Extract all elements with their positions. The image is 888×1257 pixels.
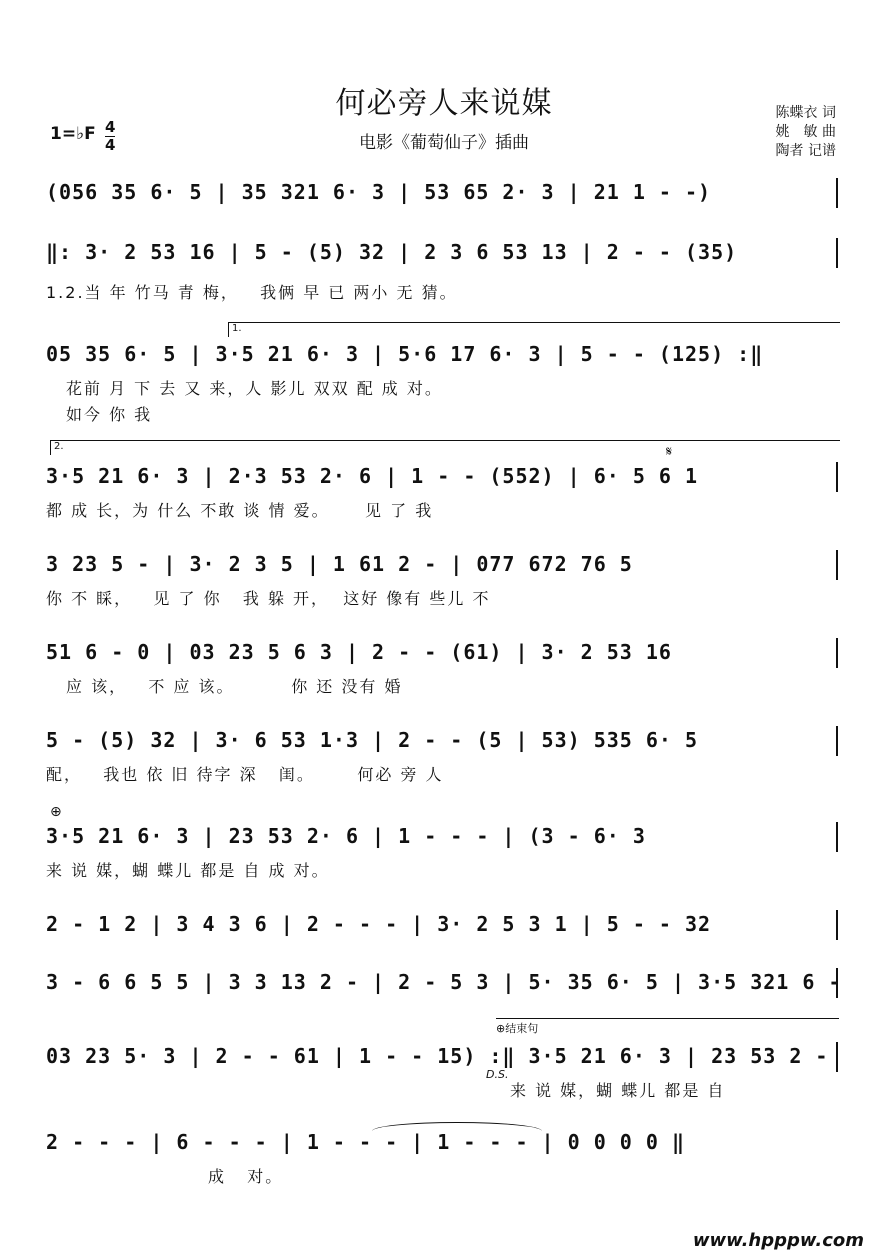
- lyric-row-3: 花前 月 下 去 又 来，人 影儿 双双 配 成 对。: [66, 379, 443, 398]
- notation-row-12: 2 - - - | 6 - - - | 1 - - - | 1 - - - | 0 0 0 0 ‖: [46, 1130, 686, 1154]
- barline: [836, 462, 838, 492]
- lyric-row-4: 都 成 长，为 什么 不敢 谈 情 爱。 见 了 我: [46, 501, 434, 520]
- lyric-row-5: 你 不 睬， 见 了 你 我 躲 开， 这好 像有 些儿 不: [46, 589, 491, 608]
- credits: [776, 104, 836, 161]
- lyric-row-6: 应 该， 不 应 该。 你 还 没有 婚: [66, 677, 403, 696]
- dal-segno-mark: D.S.: [486, 1068, 509, 1081]
- notation-row-1: (056 35 6· 5 | 35 321 6· 3 | 53 65 2· 3 | 21 1 - -): [46, 180, 712, 204]
- lyric-row-3-verse-2: 如今 你 我: [66, 405, 153, 424]
- notation-row-7: 5 - (5) 32 | 3· 6 53 1·3 | 2 - - (5 | 53) 535 6· 5: [46, 728, 699, 752]
- time-numerator: 4: [105, 118, 116, 136]
- barline: [836, 910, 838, 940]
- lyric-row-8: 来 说 媒，蝴 蝶儿 都是 自 成 对。: [46, 861, 330, 880]
- volta-bracket-2: 2.: [50, 440, 840, 455]
- segno-sign: 𝄋: [666, 444, 673, 460]
- time-signature: [105, 119, 115, 154]
- barline: [836, 968, 838, 998]
- lyricist-credit: 陈蝶衣 词: [775, 105, 836, 121]
- notation-row-5: 3 23 5 - | 3· 2 3 5 | 1 61 2 - | 077 672 76 5: [46, 552, 633, 576]
- barline: [836, 238, 838, 268]
- notation-row-10: 3 - 6 6 5 5 | 3 3 13 2 - | 2 - 5 3 | 5· 35 6· 5 | 3·5 321 6 -: [46, 970, 842, 994]
- website-watermark: www.hpppw.com: [692, 1230, 864, 1251]
- lyric-row-11: 来 说 媒，蝴 蝶儿 都是 自: [510, 1081, 726, 1100]
- notation-row-6: 51 6 - 0 | 03 23 5 6 3 | 2 - - (61) | 3· 2 53 16: [46, 640, 672, 664]
- notation-row-11: 03 23 5· 3 | 2 - - 61 | 1 - - 15) :‖ 3·5 21 6· 3 | 23 53 2 -: [46, 1044, 829, 1068]
- barline: [836, 726, 838, 756]
- barline: [836, 178, 838, 208]
- key-signature: 1=♭F: [50, 124, 96, 144]
- lyric-row-12: 成 对。: [208, 1167, 284, 1186]
- notation-row-8: 3·5 21 6· 3 | 23 53 2· 6 | 1 - - - | (3 - 6· 3: [46, 824, 646, 848]
- coda-sign: ⊕: [50, 804, 62, 820]
- song-subtitle: 电影《葡萄仙子》插曲: [359, 133, 529, 153]
- composer-credit: 姚 敏 曲: [775, 124, 836, 140]
- barline: [836, 638, 838, 668]
- barline: [836, 550, 838, 580]
- barline: [836, 1042, 838, 1072]
- coda-ending-label: ⊕结束句: [496, 1022, 539, 1035]
- lyric-row-7: 配， 我也 依 旧 待字 深 闺。 何必 旁 人: [46, 765, 444, 784]
- lyric-row-2: 1.2.当 年 竹马 青 梅， 我俩 早 已 两小 无 猜。: [46, 283, 458, 302]
- transcriber-credit: 陶者 记谱: [775, 143, 836, 159]
- coda-bracket: [496, 1018, 839, 1023]
- volta-bracket-1: 1.: [228, 322, 840, 337]
- notation-row-2: ‖: 3· 2 53 16 | 5 - (5) 32 | 2 3 6 53 13 | 2 - - (35): [46, 240, 738, 264]
- song-title: 何必旁人来说媒: [335, 86, 553, 121]
- barline: [836, 822, 838, 852]
- tie-arc: [372, 1122, 542, 1131]
- time-denominator: 4: [105, 136, 116, 154]
- notation-row-3: 05 35 6· 5 | 3·5 21 6· 3 | 5·6 17 6· 3 | 5 - - (125) :‖: [46, 342, 764, 366]
- notation-row-9: 2 - 1 2 | 3 4 3 6 | 2 - - - | 3· 2 5 3 1 | 5 - - 32: [46, 912, 712, 936]
- notation-row-4: 3·5 21 6· 3 | 2·3 53 2· 6 | 1 - - (552) | 6· 5 6 1: [46, 464, 699, 488]
